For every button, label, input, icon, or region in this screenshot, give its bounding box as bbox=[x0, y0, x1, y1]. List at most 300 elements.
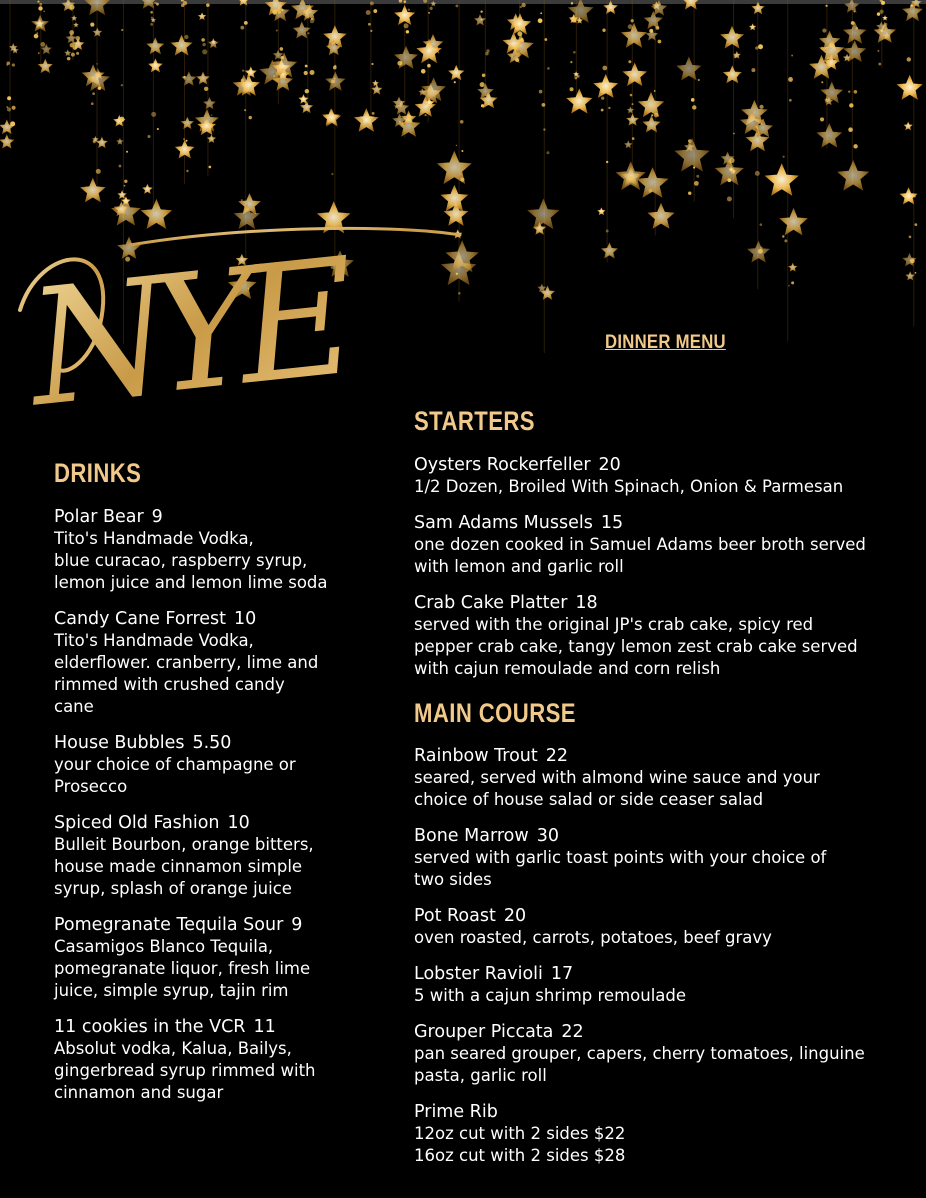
sparkle-dot bbox=[915, 85, 917, 87]
star-icon bbox=[720, 26, 744, 49]
sparkle-dot bbox=[884, 23, 887, 26]
sparkle-dot bbox=[520, 6, 522, 8]
sparkle-dot bbox=[520, 44, 522, 46]
sparkle-dot bbox=[454, 81, 456, 83]
sparkle-dot bbox=[909, 236, 912, 239]
sparkle-dot bbox=[517, 31, 522, 36]
star-icon bbox=[765, 163, 799, 196]
drinks-heading: DRINKS bbox=[54, 458, 142, 488]
star-icon bbox=[171, 35, 193, 56]
sparkle-dot bbox=[98, 86, 102, 90]
star-icon bbox=[323, 109, 342, 127]
sparkle-dot bbox=[606, 230, 609, 233]
menu-item-description-line: choice of house salad or side ceaser salad bbox=[414, 790, 764, 809]
sparkle-dot bbox=[93, 140, 96, 143]
sparkle-dot bbox=[512, 46, 516, 50]
sparkle-dot bbox=[240, 26, 244, 30]
sparkle-dot bbox=[70, 5, 75, 10]
menu-item-header bbox=[54, 506, 394, 528]
sparkle-dot bbox=[651, 104, 654, 107]
sparkle-dot bbox=[202, 49, 207, 54]
sparkle-dot bbox=[183, 138, 185, 140]
sparkle-dot bbox=[915, 272, 917, 274]
menu-item-description-line: lemon juice and lemon lime soda bbox=[54, 573, 328, 592]
sparkle-dot bbox=[39, 3, 42, 6]
sparkle-dot bbox=[691, 98, 695, 102]
menu-item-price: 17 bbox=[550, 964, 574, 984]
sparkle-dot bbox=[729, 158, 734, 163]
star-icon bbox=[642, 115, 660, 132]
menu-item-price: 5.50 bbox=[192, 733, 232, 753]
sparkle-dot bbox=[733, 133, 735, 135]
menu-item bbox=[414, 745, 914, 811]
menu-item-name: Bone Marrow bbox=[414, 826, 529, 846]
star-icon bbox=[636, 167, 668, 198]
sparkle-dot bbox=[856, 27, 859, 30]
sparkle-dot bbox=[427, 64, 431, 68]
sparkle-dot bbox=[735, 33, 739, 37]
menu-item-description-line: cinnamon and sugar bbox=[54, 1083, 224, 1102]
sparkle-dot bbox=[728, 73, 730, 75]
menu-item-price: 22 bbox=[545, 746, 569, 766]
sparkle-dot bbox=[571, 2, 573, 4]
sparkle-dot bbox=[126, 151, 128, 153]
sparkle-dot bbox=[481, 104, 484, 107]
sparkle-dot bbox=[206, 3, 210, 7]
star-icon bbox=[0, 134, 14, 148]
sparkle-dot bbox=[848, 91, 850, 93]
menu-item-name: Sam Adams Mussels bbox=[414, 513, 593, 533]
sparkle-dot bbox=[181, 0, 184, 2]
star-icon bbox=[681, 0, 700, 10]
menu-item bbox=[54, 608, 394, 718]
star-icon bbox=[73, 22, 79, 28]
sparkle-dot bbox=[430, 7, 433, 10]
sparkle-dot bbox=[734, 55, 737, 58]
sparkle-dot bbox=[121, 84, 123, 86]
sparkle-dot bbox=[242, 70, 244, 72]
sparkle-dot bbox=[69, 30, 74, 35]
sparkle-dot bbox=[273, 75, 275, 77]
sparkle-dot bbox=[546, 151, 549, 154]
sparkle-dot bbox=[308, 9, 312, 13]
menu-item-description-line: Prosecco bbox=[54, 777, 128, 796]
menu-item-name: Rainbow Trout bbox=[414, 746, 538, 766]
sparkle-dot bbox=[91, 102, 94, 105]
sparkle-dot bbox=[632, 103, 634, 105]
sparkle-dot bbox=[184, 35, 188, 39]
sparkle-dot bbox=[630, 94, 633, 97]
sparkle-dot bbox=[96, 63, 98, 65]
sparkle-dot bbox=[654, 113, 658, 117]
menu-item bbox=[54, 506, 394, 594]
sparkle-dot bbox=[570, 61, 572, 63]
menu-item-description-line: two sides bbox=[414, 870, 492, 889]
sparkle-dot bbox=[119, 165, 122, 168]
sparkle-dot bbox=[848, 127, 853, 132]
sparkle-dot bbox=[202, 43, 205, 46]
menu-item-header bbox=[414, 454, 914, 476]
sparkle-dot bbox=[37, 1, 39, 3]
sparkle-dot bbox=[878, 63, 881, 66]
star-icon bbox=[139, 0, 158, 9]
sparkle-dot bbox=[820, 117, 824, 121]
star-icon bbox=[788, 263, 798, 272]
menu-item-header bbox=[414, 1101, 914, 1123]
sparkle-dot bbox=[427, 44, 429, 46]
menu-item-description-line: with lemon and garlic roll bbox=[414, 557, 624, 576]
sparkle-dot bbox=[7, 96, 11, 100]
sparkle-dot bbox=[305, 65, 308, 68]
menu-item bbox=[54, 732, 394, 798]
sparkle-dot bbox=[688, 191, 691, 194]
sparkle-dot bbox=[121, 29, 123, 31]
star-icon bbox=[644, 11, 663, 29]
star-icon bbox=[566, 89, 592, 114]
sparkle-dot bbox=[784, 239, 787, 242]
sparkle-dot bbox=[572, 18, 577, 23]
sparkle-dot bbox=[370, 2, 374, 6]
sparkle-dot bbox=[157, 128, 159, 130]
sparkle-dot bbox=[12, 63, 15, 66]
menu-item-header bbox=[414, 905, 914, 927]
sparkle-dot bbox=[276, 29, 278, 31]
sparkle-dot bbox=[914, 195, 916, 197]
menu-item-description-line: gingerbread syrup rimmed with bbox=[54, 1061, 316, 1080]
sparkle-dot bbox=[334, 65, 336, 67]
sparkle-dot bbox=[374, 119, 376, 121]
sparkle-dot bbox=[429, 90, 431, 92]
sparkle-dot bbox=[628, 176, 633, 181]
star-icon bbox=[779, 208, 808, 235]
menu-item-description-line: Tito's Handmade Vodka, bbox=[54, 631, 254, 650]
sparkle-dot bbox=[759, 105, 763, 109]
sparkle-dot bbox=[460, 120, 464, 124]
sparkle-dot bbox=[910, 259, 915, 264]
menu-item-price: 22 bbox=[561, 1022, 584, 1042]
sparkle-dot bbox=[481, 19, 483, 21]
sparkle-dot bbox=[851, 21, 855, 25]
menu-item-description-line: Bulleit Bourbon, orange bitters, bbox=[54, 835, 314, 854]
star-icon bbox=[902, 1, 923, 21]
sparkle-dot bbox=[755, 171, 760, 176]
star-icon bbox=[674, 138, 709, 172]
menu-item-description-line: house made cinnamon simple bbox=[54, 857, 303, 876]
sparkle-dot bbox=[602, 90, 605, 93]
sparkle-dot bbox=[70, 43, 74, 47]
menu-item bbox=[414, 905, 914, 949]
sparkle-dot bbox=[408, 9, 410, 11]
menu-item bbox=[54, 914, 394, 1002]
sparkle-dot bbox=[7, 62, 10, 65]
sparkle-dot bbox=[38, 52, 40, 54]
sparkle-dot bbox=[183, 1, 187, 5]
sparkle-dot bbox=[651, 114, 653, 116]
sparkle-dot bbox=[602, 66, 607, 71]
sparkle-dot bbox=[520, 38, 524, 42]
sparkle-dot bbox=[407, 115, 412, 120]
sparkle-dot bbox=[698, 79, 700, 81]
menu-item bbox=[54, 1016, 394, 1104]
sparkle-dot bbox=[331, 173, 333, 175]
sparkle-dot bbox=[579, 18, 581, 20]
menu-item-description-line: with cajun remoulade and corn relish bbox=[414, 659, 721, 678]
menu-item bbox=[414, 512, 914, 578]
sparkle-dot bbox=[658, 40, 662, 44]
sparkle-dot bbox=[782, 235, 784, 237]
sparkle-dot bbox=[304, 71, 308, 75]
sparkle-dot bbox=[201, 38, 205, 42]
sparkle-dot bbox=[830, 43, 833, 46]
sparkle-dot bbox=[71, 53, 75, 57]
star-icon bbox=[437, 151, 472, 184]
menu-item-description-line: cane bbox=[54, 697, 94, 716]
sparkle-dot bbox=[791, 55, 793, 57]
sparkle-dot bbox=[280, 47, 284, 51]
sparkle-dot bbox=[185, 140, 187, 142]
menu-item bbox=[414, 592, 914, 680]
menu-item-description-line: 16oz cut with 2 sides $28 bbox=[414, 1146, 626, 1165]
sparkle-dot bbox=[877, 50, 879, 52]
sparkle-dot bbox=[278, 11, 281, 14]
sparkle-dot bbox=[244, 109, 246, 111]
star-icon bbox=[627, 106, 635, 113]
menu-item-description-line: pomegranate liquor, fresh lime bbox=[54, 959, 311, 978]
star-icon bbox=[624, 140, 633, 148]
menu-item-header bbox=[54, 608, 394, 630]
sparkle-dot bbox=[755, 46, 758, 49]
sparkle-dot bbox=[515, 26, 519, 30]
menu-item-description-line: 5 with a cajun shrimp remoulade bbox=[414, 986, 687, 1005]
menu-item-description-line: one dozen cooked in Samuel Adams beer broth served bbox=[414, 535, 866, 554]
sparkle-dot bbox=[727, 178, 731, 182]
star-icon bbox=[148, 58, 163, 72]
sparkle-dot bbox=[204, 87, 208, 91]
star-icon bbox=[882, 15, 888, 21]
sparkle-dot bbox=[244, 21, 248, 25]
menu-item-header bbox=[414, 745, 914, 767]
star-icon bbox=[647, 203, 674, 229]
star-icon bbox=[448, 65, 465, 81]
sparkle-dot bbox=[281, 9, 283, 11]
sparkle-dot bbox=[602, 29, 605, 32]
star-icon bbox=[80, 178, 106, 203]
dinner-menu-title: DINNER MENU bbox=[605, 332, 726, 353]
sparkle-dot bbox=[423, 0, 427, 3]
sparkle-dot bbox=[538, 18, 543, 23]
menu-item-description-line: 12oz cut with 2 sides $22 bbox=[414, 1124, 626, 1143]
sparkle-dot bbox=[632, 137, 635, 140]
star-icon bbox=[474, 14, 486, 26]
sparkle-dot bbox=[183, 76, 185, 78]
sparkle-dot bbox=[515, 58, 519, 62]
menu-item-description-line: juice, simple syrup, tajin rim bbox=[54, 981, 289, 1000]
menu-item-name: Oysters Rockerfeller bbox=[414, 455, 591, 475]
sparkle-dot bbox=[460, 177, 464, 181]
sparkle-dot bbox=[654, 90, 656, 92]
menu-item-description-line: pan seared grouper, capers, cherry tomatoes, linguine bbox=[414, 1044, 865, 1063]
star-icon bbox=[181, 117, 194, 130]
logo-text: NYE bbox=[20, 224, 347, 443]
star-icon bbox=[749, 23, 757, 30]
sparkle-dot bbox=[573, 51, 576, 54]
sparkle-dot bbox=[601, 109, 604, 112]
menu-item-header bbox=[54, 1016, 394, 1038]
sparkle-dot bbox=[241, 79, 244, 82]
menu-item-price: 20 bbox=[598, 455, 621, 475]
sparkle-dot bbox=[124, 180, 127, 183]
sparkle-dot bbox=[543, 128, 545, 130]
sparkle-dot bbox=[368, 23, 371, 26]
starters-heading: STARTERS bbox=[414, 406, 535, 436]
sparkle-dot bbox=[92, 92, 95, 95]
sparkle-dot bbox=[67, 57, 71, 61]
sparkle-dot bbox=[544, 38, 547, 41]
star-icon bbox=[146, 37, 164, 54]
sparkle-dot bbox=[399, 121, 401, 123]
menu-item-name: Prime Rib bbox=[414, 1102, 498, 1122]
sparkle-dot bbox=[480, 82, 485, 87]
star-icon bbox=[593, 74, 618, 98]
sparkle-dot bbox=[331, 80, 335, 84]
sparkle-dot bbox=[209, 166, 212, 169]
sparkle-dot bbox=[540, 12, 542, 14]
menu-item-price: 11 bbox=[253, 1017, 276, 1037]
menu-item-description-line: syrup, splash of orange juice bbox=[54, 879, 292, 898]
sparkle-dot bbox=[853, 144, 857, 148]
menu-item-description-line: your choice of champagne or bbox=[54, 755, 296, 774]
menu-item-name: Polar Bear bbox=[54, 507, 144, 527]
sparkle-dot bbox=[455, 5, 458, 8]
menu-item bbox=[54, 812, 394, 900]
sparkle-dot bbox=[788, 285, 790, 287]
menu-item-header bbox=[414, 825, 914, 847]
menu-item-description-line: seared, served with almond wine sauce and your bbox=[414, 768, 820, 787]
star-icon bbox=[597, 207, 606, 215]
sparkle-dot bbox=[822, 28, 826, 32]
menu-item-description-line: rimmed with crushed candy bbox=[54, 675, 285, 694]
sparkle-dot bbox=[693, 166, 695, 168]
menu-item-description-line: served with the original JP's crab cake, spicy red bbox=[414, 615, 814, 634]
star-icon bbox=[245, 66, 257, 78]
sparkle-dot bbox=[12, 106, 16, 110]
sparkle-dot bbox=[608, 107, 610, 109]
sparkle-dot bbox=[854, 90, 858, 94]
sparkle-dot bbox=[372, 112, 375, 115]
main-course-heading: MAIN COURSE bbox=[414, 698, 576, 728]
star-icon bbox=[38, 59, 53, 74]
sparkle-dot bbox=[914, 223, 917, 226]
sparkle-dot bbox=[628, 24, 633, 29]
star-icon bbox=[603, 0, 618, 14]
sparkle-dot bbox=[456, 145, 458, 147]
menu-item-name: Candy Cane Forrest bbox=[54, 609, 227, 629]
star-icon bbox=[198, 12, 207, 20]
star-icon bbox=[816, 123, 842, 148]
menu-item-name: Grouper Piccata bbox=[414, 1022, 554, 1042]
menu-item-name: Lobster Ravioli bbox=[414, 964, 543, 984]
menu-item-name: Pot Roast bbox=[414, 906, 496, 926]
sparkle-dot bbox=[630, 74, 632, 76]
sparkle-dot bbox=[406, 30, 409, 33]
star-icon bbox=[527, 198, 559, 229]
sparkle-dot bbox=[119, 117, 124, 122]
sparkle-dot bbox=[576, 75, 579, 78]
drinks-list bbox=[54, 506, 394, 1118]
sparkle-dot bbox=[397, 61, 402, 66]
star-icon bbox=[676, 57, 701, 81]
sparkle-dot bbox=[758, 44, 763, 49]
menu-item-description-line: blue curacao, raspberry syrup, bbox=[54, 551, 308, 570]
menu-item-description-line: Absolut vodka, Kalua, Bailys, bbox=[54, 1039, 292, 1058]
sparkle-dot bbox=[154, 2, 156, 4]
star-icon bbox=[64, 49, 72, 56]
menu-item-header bbox=[54, 732, 394, 754]
sparkle-dot bbox=[827, 57, 830, 60]
sparkle-dot bbox=[727, 196, 732, 201]
sparkle-dot bbox=[547, 67, 550, 70]
sparkle-dot bbox=[734, 73, 738, 77]
sparkle-dot bbox=[751, 68, 755, 72]
star-icon bbox=[142, 184, 153, 194]
sparkle-dot bbox=[404, 23, 409, 28]
sparkle-dot bbox=[692, 105, 696, 109]
nye-script-logo bbox=[0, 215, 470, 445]
menu-item-description-line: Casamigos Blanco Tequila, bbox=[54, 937, 274, 956]
sparkle-dot bbox=[249, 116, 252, 119]
sparkle-dot bbox=[38, 6, 42, 10]
sparkle-dot bbox=[96, 169, 101, 174]
menu-item-header bbox=[54, 812, 394, 834]
sparkle-dot bbox=[150, 11, 153, 14]
sparkle-dot bbox=[789, 99, 792, 102]
menu-item-price: 10 bbox=[234, 609, 257, 629]
sparkle-dot bbox=[371, 63, 373, 65]
sparkle-dot bbox=[656, 26, 660, 30]
menu-item-description-line: pasta, garlic roll bbox=[414, 1066, 547, 1085]
sparkle-dot bbox=[821, 81, 823, 83]
sparkle-dot bbox=[907, 57, 911, 61]
menu-item-price: 20 bbox=[503, 906, 527, 926]
star-icon bbox=[71, 15, 77, 21]
sparkle-dot bbox=[305, 89, 309, 93]
sparkle-dot bbox=[877, 12, 880, 15]
sparkle-dot bbox=[631, 19, 634, 22]
star-icon bbox=[430, 1, 436, 7]
menu-item bbox=[414, 1021, 914, 1087]
menu-item bbox=[414, 1101, 914, 1167]
menu-item-price: 30 bbox=[536, 826, 559, 846]
sparkle-dot bbox=[482, 73, 486, 77]
menu-item-description-line: pepper crab cake, tangy lemon zest crab cake served bbox=[414, 637, 858, 656]
star-icon bbox=[208, 38, 219, 48]
star-icon bbox=[837, 160, 869, 191]
sparkle-dot bbox=[151, 17, 153, 19]
sparkle-dot bbox=[366, 10, 371, 15]
sparkle-dot bbox=[40, 42, 45, 47]
sparkle-dot bbox=[334, 78, 336, 80]
sparkle-dot bbox=[424, 114, 426, 116]
sparkle-dot bbox=[521, 3, 525, 7]
sparkle-dot bbox=[649, 189, 653, 193]
menu-item-header bbox=[414, 1021, 914, 1043]
sparkle-dot bbox=[373, 9, 377, 13]
sparkle-dot bbox=[821, 47, 824, 50]
sparkle-dot bbox=[92, 77, 94, 79]
sparkle-dot bbox=[186, 170, 188, 172]
sparkle-dot bbox=[151, 112, 156, 117]
menu-item-description-line: Tito's Handmade Vodka, bbox=[54, 529, 254, 548]
